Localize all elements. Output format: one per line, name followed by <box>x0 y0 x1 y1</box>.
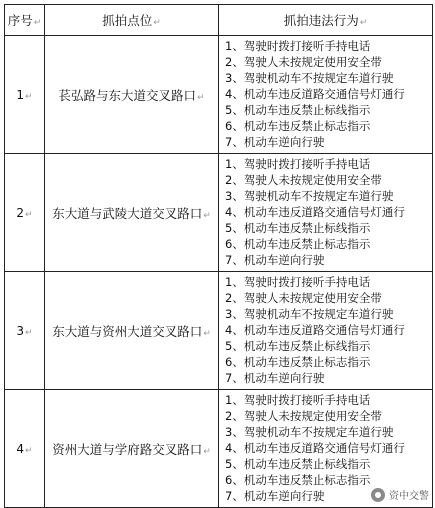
behavior-item: 5、机动车违反禁止标线指示 <box>225 221 371 235</box>
behavior-item: 4、机动车违反道路交通信号灯通行 <box>225 441 405 455</box>
table-row <box>5 272 433 390</box>
behavior-item: 2、驾驶人未按规定使用安全带 <box>225 55 382 69</box>
behavior-item: 5、机动车违反禁止标线指示 <box>225 457 371 471</box>
row-location-cell <box>45 154 219 272</box>
row-behavior-cell <box>219 272 433 390</box>
row-location: 东大道与武陵大道交叉路口 <box>52 205 203 221</box>
row-index: 2 <box>16 205 25 220</box>
row-index-cell <box>5 36 45 154</box>
return-mark: ↵ <box>25 327 33 338</box>
return-mark: ↵ <box>203 446 211 457</box>
row-location-cell <box>45 36 219 154</box>
row-index: 1 <box>16 87 25 102</box>
row-location-cell <box>45 272 219 390</box>
row-location-cell <box>45 390 219 508</box>
wechat-account-icon <box>371 488 385 502</box>
table-row <box>5 36 433 154</box>
behavior-item: 1、驾驶时拨打接听手持电话 <box>225 39 371 53</box>
return-mark: ↵ <box>33 18 42 28</box>
row-index: 4 <box>16 441 25 456</box>
row-behavior-cell <box>219 154 433 272</box>
return-mark: ↵ <box>25 445 33 456</box>
behavior-item: 3、驾驶机动车不按规定车道行驶 <box>225 189 394 203</box>
return-mark: ↵ <box>153 18 161 28</box>
table-row <box>5 390 433 508</box>
behavior-item: 2、驾驶人未按规定使用安全带 <box>225 291 382 305</box>
behavior-item: 7、机动车逆向行驶 <box>225 489 325 503</box>
header-location: 抓拍点位↵ <box>45 5 219 36</box>
watermark-text: 资中交警 <box>389 491 429 502</box>
behavior-item: 6、机动车违反禁止标志指示 <box>225 473 371 487</box>
behavior-item: 4、机动车违反道路交通信号灯通行 <box>225 87 405 101</box>
behavior-item: 1、驾驶时拨打接听手持电话 <box>225 275 371 289</box>
account-watermark <box>371 487 429 502</box>
row-location: 苌弘路与东大道交叉路口 <box>58 87 196 103</box>
behavior-item: 3、驾驶机动车不按规定车道行驶 <box>225 71 394 85</box>
behavior-item: 6、机动车违反禁止标志指示 <box>225 355 371 369</box>
behavior-list <box>225 156 432 268</box>
row-index: 3 <box>16 323 25 338</box>
return-mark: ↵ <box>25 91 33 102</box>
row-index-cell <box>5 272 45 390</box>
table-header-row <box>5 5 433 36</box>
behavior-list <box>225 38 432 150</box>
row-location: 资州大道与学府路交叉路口 <box>52 441 203 457</box>
return-mark: ↵ <box>203 328 211 339</box>
behavior-item: 2、驾驶人未按规定使用安全带 <box>225 409 382 423</box>
row-index-cell <box>5 154 45 272</box>
behavior-item: 7、机动车逆向行驶 <box>225 135 325 149</box>
header-behavior: 抓拍违法行为↵ <box>219 5 433 36</box>
behavior-item: 7、机动车逆向行驶 <box>225 371 325 385</box>
violation-capture-table <box>4 4 433 508</box>
behavior-item: 4、机动车违反道路交通信号灯通行 <box>225 323 405 337</box>
return-mark: ↵ <box>25 209 33 220</box>
return-mark: ↵ <box>203 210 211 221</box>
row-index-cell <box>5 390 45 508</box>
behavior-item: 1、驾驶时拨打接听手持电话 <box>225 157 371 171</box>
row-behavior-cell <box>219 36 433 154</box>
behavior-item: 5、机动车违反禁止标线指示 <box>225 339 371 353</box>
behavior-item: 3、驾驶机动车不按规定车道行驶 <box>225 307 394 321</box>
behavior-list <box>225 274 432 386</box>
behavior-item: 3、驾驶机动车不按规定车道行驶 <box>225 425 394 439</box>
behavior-item: 6、机动车违反禁止标志指示 <box>225 119 371 133</box>
behavior-item: 1、驾驶时拨打接听手持电话 <box>225 393 371 407</box>
return-mark: ↵ <box>196 92 205 103</box>
table-row <box>5 154 433 272</box>
row-location: 东大道与资州大道交叉路口 <box>52 323 203 339</box>
behavior-item: 2、驾驶人未按规定使用安全带 <box>225 173 382 187</box>
behavior-item: 5、机动车违反禁止标线指示 <box>225 103 371 117</box>
return-mark: ↵ <box>359 18 368 28</box>
behavior-item: 7、机动车逆向行驶 <box>225 253 325 267</box>
behavior-item: 4、机动车违反道路交通信号灯通行 <box>225 205 405 219</box>
behavior-item: 6、机动车违反禁止标志指示 <box>225 237 371 251</box>
header-index: 序号↵ <box>5 5 45 36</box>
